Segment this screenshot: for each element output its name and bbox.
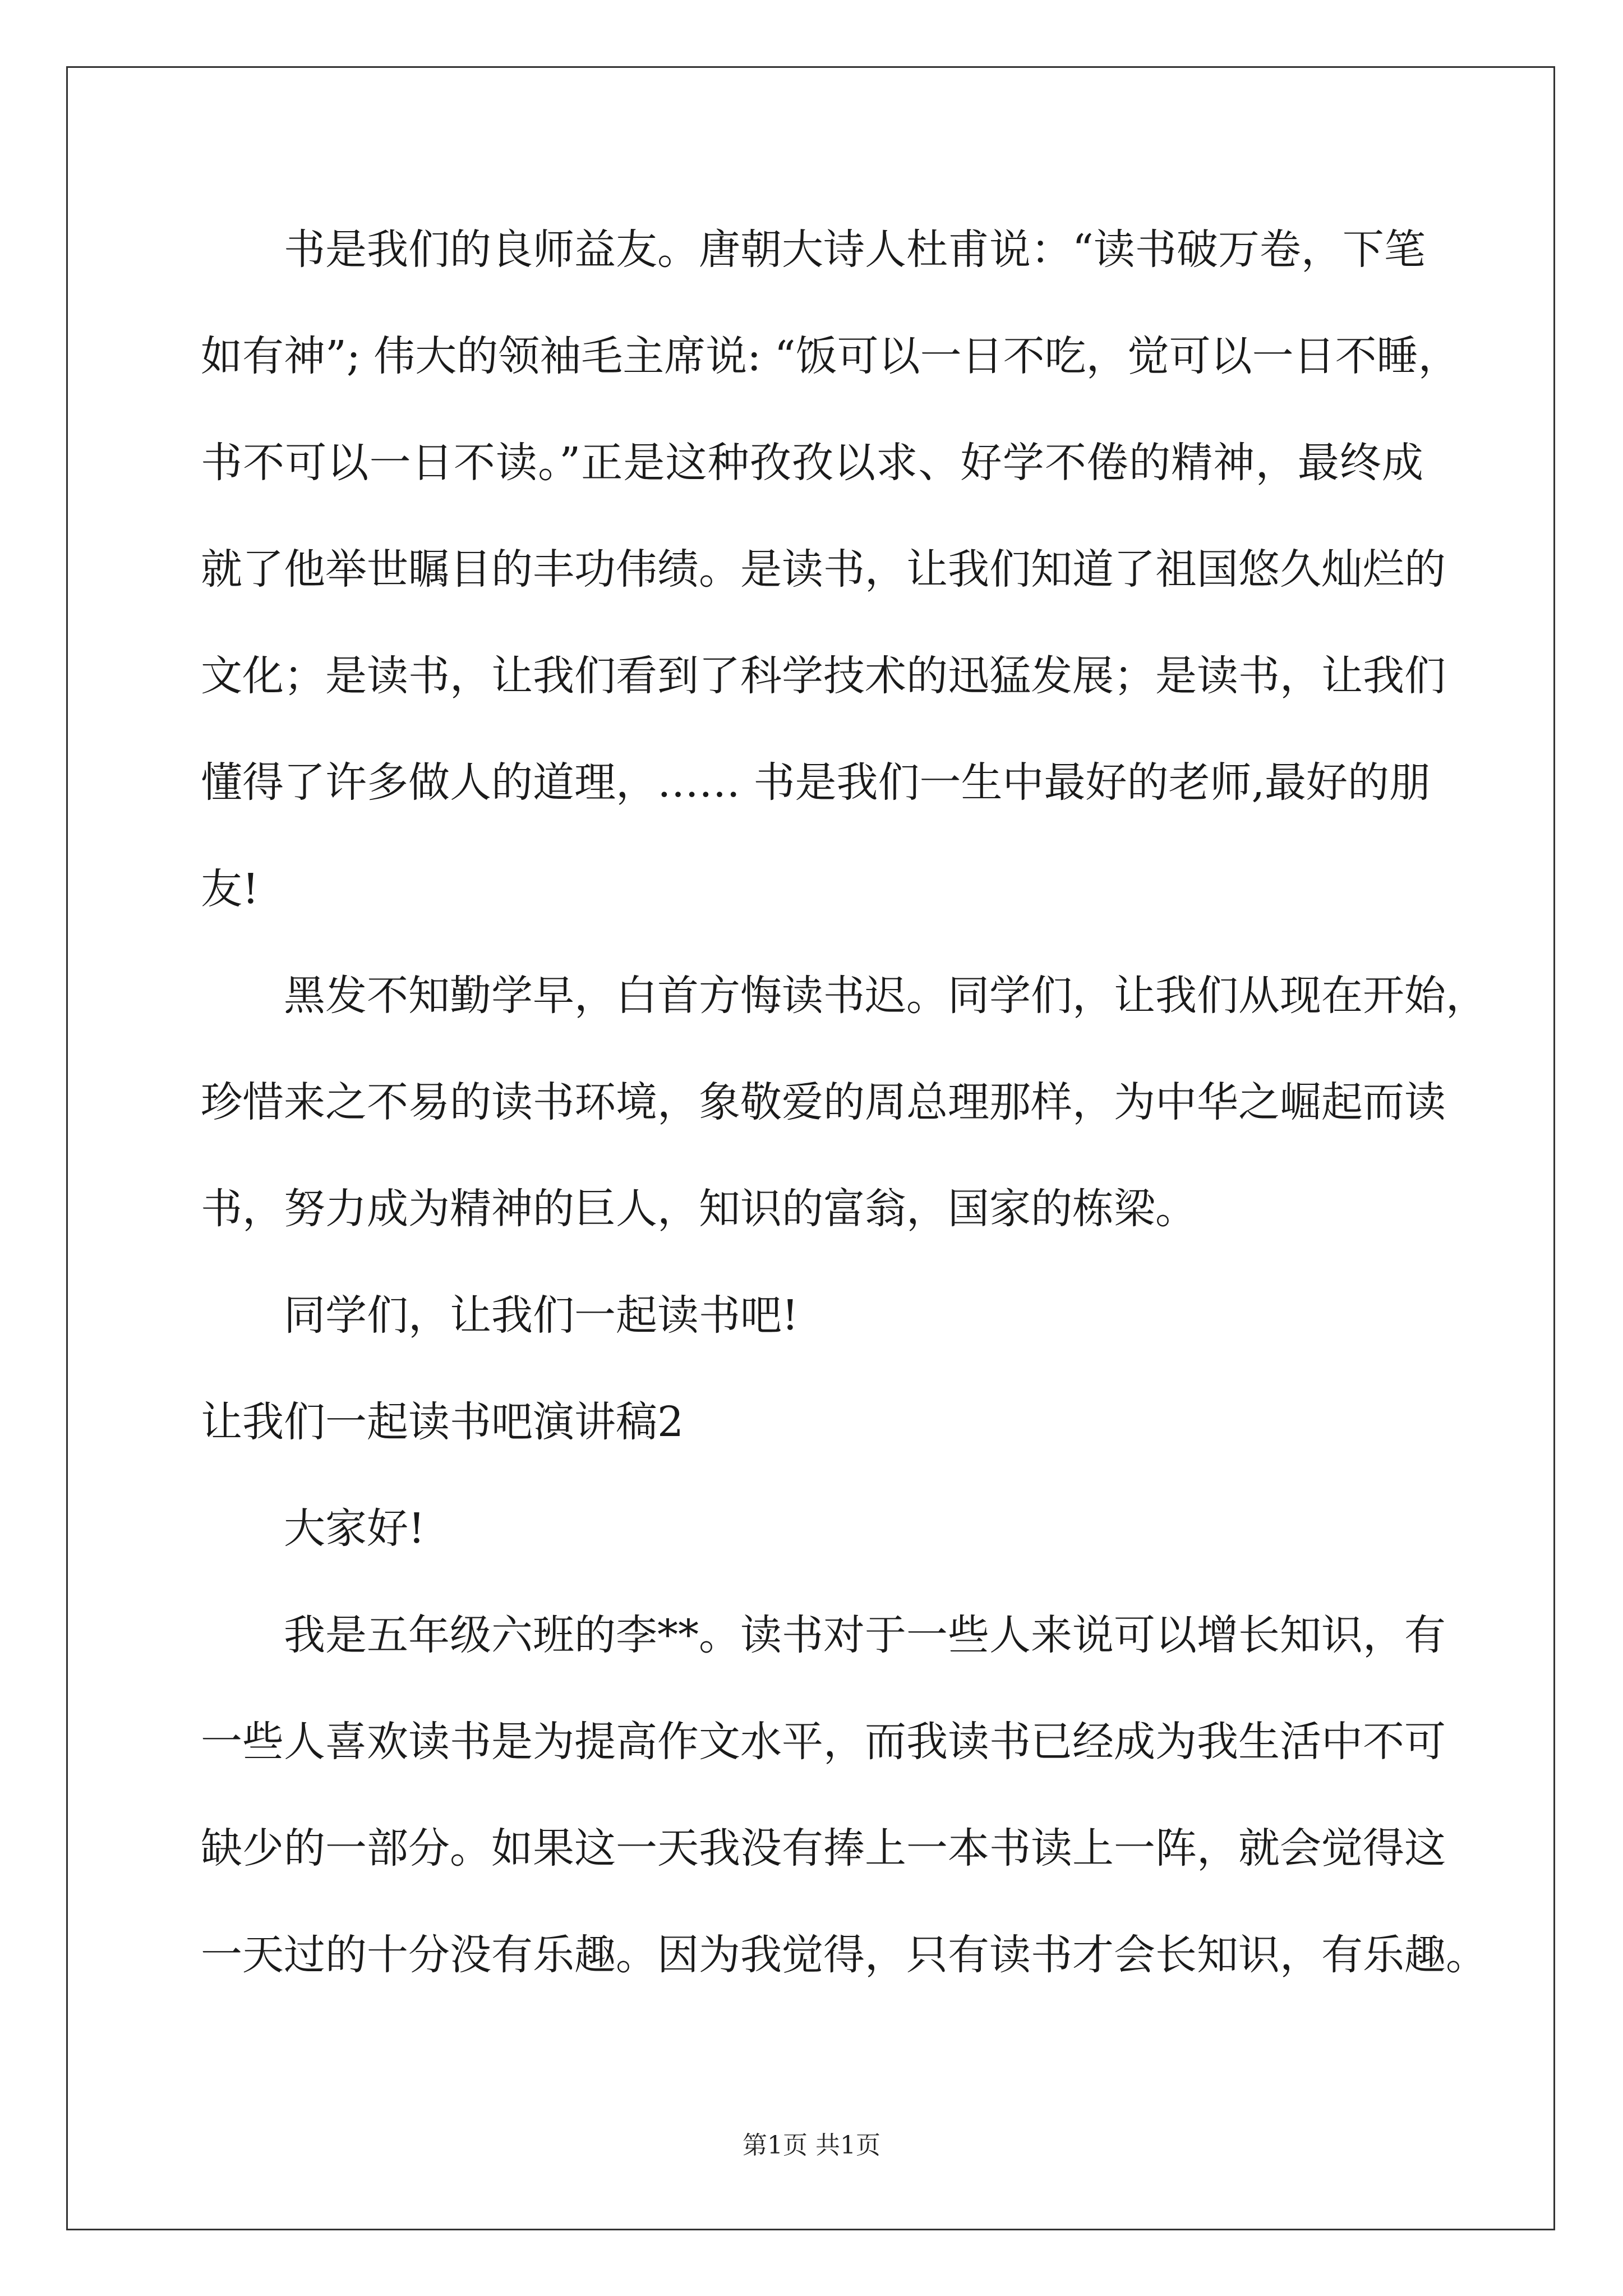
greeting-line: 大家好! — [284, 1504, 425, 1553]
text-line: 一些人喜欢读书是为提高作文水平，而我读书已经成为我生活中不可 — [201, 1718, 1446, 1766]
text-line: 就了他举世瞩目的丰功伟绩。是读书，让我们知道了祖国悠久灿烂的 — [201, 545, 1446, 593]
text-line: 书是我们的良师益友。唐朝大诗人杜甫说：“读书破万卷，下笔 — [284, 226, 1426, 274]
text-line: 我是五年级六班的李**。读书对于一些人来说可以增长知识，有 — [284, 1611, 1446, 1659]
text-line: 书不可以一日不读。”正是这种孜孜以求、好学不倦的精神，最终成 — [201, 439, 1423, 487]
text-line: 书，努力成为精神的巨人，知识的富翁，国家的栋梁。 — [201, 1185, 1197, 1233]
text-line: 友! — [201, 865, 259, 913]
text-line: 缺少的一部分。如果这一天我没有捧上一本书读上一阵，就会觉得这 — [201, 1824, 1446, 1872]
section-heading: 让我们一起读书吧演讲稿2 — [201, 1398, 684, 1446]
text-line: 一天过的十分没有乐趣。因为我觉得，只有读书才会长知识，有乐趣。 — [201, 1931, 1487, 1979]
text-line: 黑发不知勤学早，白首方悔读书迟。同学们，让我们从现在开始， — [284, 972, 1487, 1020]
document-body — [201, 219, 1487, 2031]
text-line: 同学们，让我们一起读书吧! — [284, 1291, 799, 1340]
page-number-footer: 第1页 共1页 — [743, 2131, 880, 2160]
text-line: 珍惜来之不易的读书环境，象敬爱的周总理那样，为中华之崛起而读 — [201, 1078, 1446, 1126]
text-line: 如有神”; 伟大的领袖毛主席说: “饭可以一日不吃，觉可以一日不睡， — [201, 332, 1460, 380]
text-line: 文化；是读书，让我们看到了科学技术的迅猛发展；是读书，让我们 — [201, 652, 1446, 700]
text-line: 懂得了许多做人的道理，…… 书是我们一生中最好的老师,最好的朋 — [201, 758, 1431, 807]
